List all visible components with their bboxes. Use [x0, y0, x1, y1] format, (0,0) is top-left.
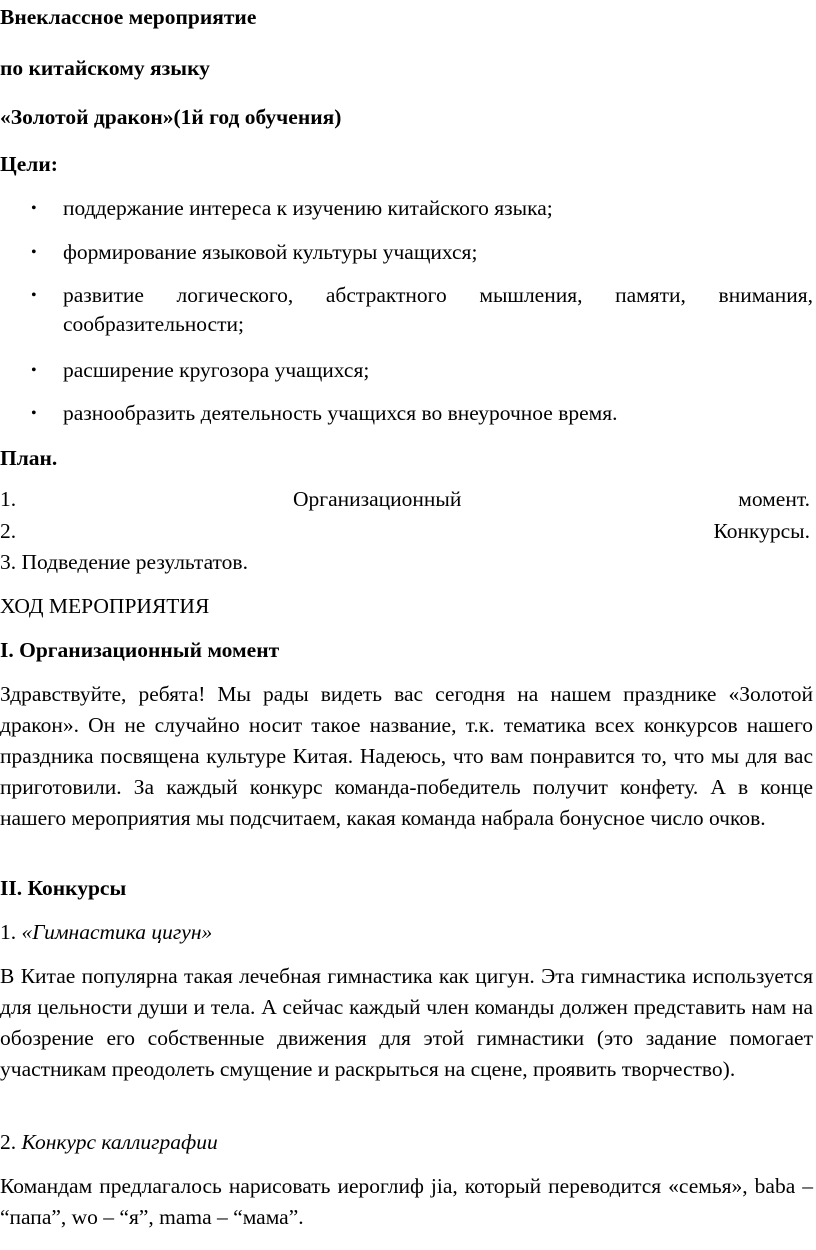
- title-line-1: Внеклассное мероприятие: [0, 5, 257, 29]
- plan-item-1: [0, 487, 810, 512]
- contest-2-heading: [0, 1130, 218, 1155]
- plan-item-number: 2.: [0, 519, 17, 543]
- plan-heading: План.: [0, 446, 58, 470]
- contest-1-paragraph: В Китае популярна такая лечебная гимнастика как цигун. Эта гимнастика используется для цельности души и тела. А сейчас каждый член команды должен представить нам на обозрение его собственные движения для этой гимнастики (это задание помогает участникам преодолеть смущение и раскрыться на сцене, проявить творчество).: [0, 964, 813, 1081]
- section-2-title: II. Конкурсы: [0, 876, 127, 900]
- contest-1-heading: [0, 920, 212, 945]
- goal-item: поддержание интереса к изучению китайского языка;: [63, 196, 553, 220]
- plan-item-text: момент.: [738, 487, 810, 511]
- bullet-icon: •: [31, 200, 37, 217]
- title-line-2: по китайскому языку: [0, 56, 210, 80]
- plan-item-text: Организационный: [292, 487, 462, 511]
- goal-item: развитие логического, абстрактного мышления, памяти, внимания, сообразительности;: [63, 283, 813, 336]
- goal-item: разнообразить деятельность учащихся во внеурочное время.: [63, 401, 618, 425]
- course-heading: ХОД МЕРОПРИЯТИЯ: [0, 594, 210, 618]
- plan-item-2: [0, 519, 810, 544]
- plan-item-text: Конкурсы.: [713, 519, 810, 543]
- section-1-title: I. Организационный момент: [0, 638, 280, 662]
- bullet-icon: •: [31, 244, 37, 261]
- bullet-icon: •: [31, 287, 37, 304]
- goal-item: расширение кругозора учащихся;: [63, 358, 370, 382]
- title-line-3: «Золотой дракон»(1й год обучения): [0, 105, 342, 129]
- bullet-icon: •: [31, 405, 37, 422]
- contest-number: 1.: [0, 920, 22, 944]
- contest-number: 2.: [0, 1130, 22, 1154]
- plan-item-3: 3. Подведение результатов.: [0, 550, 248, 574]
- goal-item: формирование языковой культуры учащихся;: [63, 240, 478, 264]
- bullet-icon: •: [31, 362, 37, 379]
- section-1-paragraph: Здравствуйте, ребята! Мы рады видеть вас сегодня на нашем празднике «Золотой дракон». Он не случайно носит такое название, т.к. тематика всех конкурсов нашего праздника посвящена культуре Китая. Надеюсь, что вам понравится то, что мы для вас приготовили. За каждый конкурс команда-победитель получит конфету. А в конце нашего мероприятия мы подсчитаем, какая команда набрала бонусное число очков.: [0, 682, 813, 830]
- contest-2-paragraph: Командам предлагалось нарисовать иероглиф jia, который переводится «семья», baba – “папа”, wo – “я”, mama – “мама”.: [0, 1174, 813, 1229]
- contest-title: «Гимнастика цигун»: [21, 920, 213, 944]
- goals-heading: Цели:: [0, 152, 58, 176]
- plan-item-number: 1.: [0, 487, 17, 511]
- contest-title: Конкурс каллиграфии: [21, 1130, 218, 1154]
